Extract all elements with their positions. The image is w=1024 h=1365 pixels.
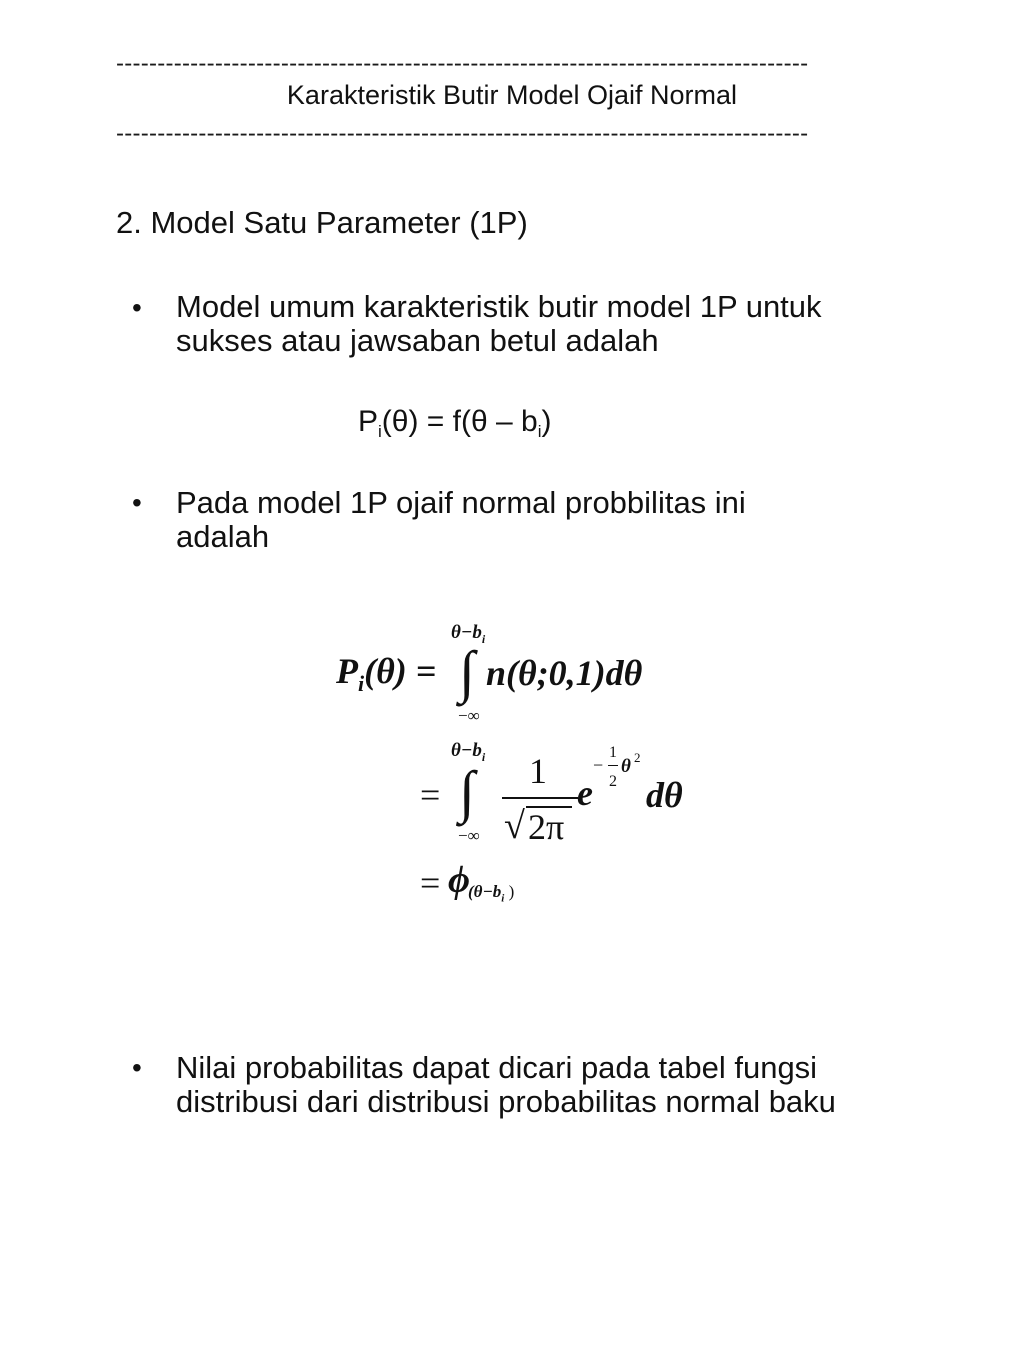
fraction-denominator: 2π [528,807,565,847]
fraction-numerator: 1 [529,751,547,791]
formula-subscript: i [537,422,542,441]
integral-sign: ∫ [459,759,475,824]
bullet-text [176,290,916,358]
bullet-marker: • [132,292,142,323]
lower-limit: −∞ [458,826,480,845]
bullet-line: sukses atau jawsaban betul adalah [176,323,659,358]
section-title: 2. Model Satu Parameter (1P) [116,205,528,240]
formula-body: (θ) = f(θ – b [381,405,538,438]
exp-e: e [577,773,593,813]
lower-limit: −∞ [458,706,480,725]
bullet-text [176,1051,976,1119]
exp-minus: − [593,755,604,775]
exp-half-bar [608,765,618,766]
formula-symbol: P [358,405,379,438]
bullet-line: adalah [176,519,270,554]
fraction-bar [502,797,578,799]
bullet-line: Model umum karakteristik butir model 1P untuk [176,289,822,324]
exp-power: 2 [634,750,641,765]
phi-symbol: ϕ [448,859,470,901]
exp-half-den: 2 [609,773,617,790]
bullet-marker: • [132,1052,142,1083]
bullet-line: Nilai probabilitas dapat dicari pada tabel fungsi [176,1050,818,1085]
bullet-line: distribusi dari distribusi probabilitas normal baku [176,1084,836,1119]
lhs: $P_i(\theta)$ = [336,651,437,697]
integral-sign: ∫ [459,639,475,704]
formula-subscript: i [378,422,382,441]
d-theta: dθ [646,775,683,815]
integrand: n(θ;0,1)dθ [486,653,643,693]
upper-limit: $\theta-b_i$ [451,740,486,764]
bullet-line: Pada model 1P ojaif normal probbilitas ini [176,485,746,520]
equals-sign: = [420,863,441,903]
upper-limit: $\theta-b_i$ [451,622,486,646]
header-title: Karakteristik Butir Model Ojaif Normal [286,80,738,110]
formula-general-1p [358,405,551,442]
phi-subscript: ($\theta-b_i$ ) [468,882,515,905]
exp-half-num: 1 [609,744,617,761]
bullet-text [176,486,916,554]
header-dash-line-top: ------------------------------------------------------------------------------------ [116,52,809,76]
formula-close: ) [541,405,552,438]
exp-theta: θ [621,756,631,777]
fraction-sqrt: √ [504,805,525,847]
equals-sign: = [420,775,441,815]
header-dash-line-bottom: ------------------------------------------------------------------------------------ [116,122,809,146]
bullet-marker: • [132,487,142,518]
